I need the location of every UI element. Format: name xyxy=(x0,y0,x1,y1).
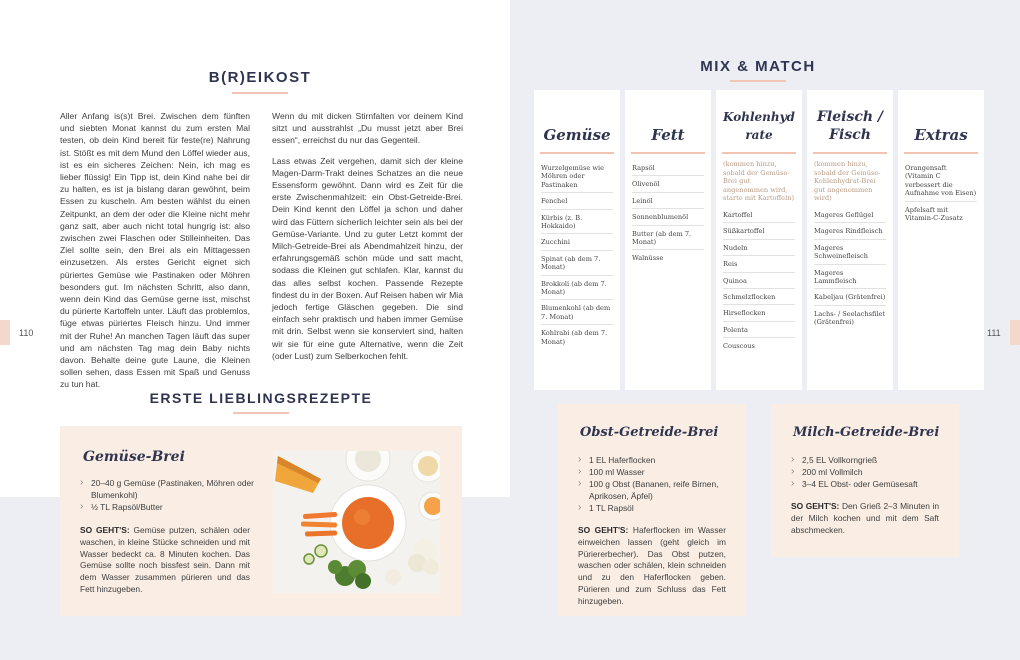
list-item: Mageres Schweinefleisch xyxy=(814,240,886,265)
steps-label: SO GEHT'S: xyxy=(578,525,629,535)
recipe-steps xyxy=(578,525,726,608)
ingredient-item: › 1 EL Haferflocken xyxy=(578,455,728,467)
page-tab-right xyxy=(1010,320,1020,345)
lieblingsrezepte-title: ERSTE LIEBLINGSREZEPTE xyxy=(149,390,373,406)
list-item: Kabeljau (Grätenfrei) xyxy=(814,289,886,305)
list-item: Nudeln xyxy=(723,240,795,256)
list-item: Kartoffel xyxy=(723,207,795,223)
list-item: Mageres Lammfleisch xyxy=(814,265,886,290)
mix-column-fleisch-fisch xyxy=(807,90,893,390)
list-item: Lachs- / Seelachsfilet (Grätenfrei) xyxy=(814,309,886,327)
mix-column-rule xyxy=(813,152,887,154)
mix-column-list xyxy=(898,160,984,225)
food-photo xyxy=(273,451,440,593)
list-item: Couscous xyxy=(723,342,755,351)
mix-match-title: MIX & MATCH xyxy=(700,58,816,75)
page-number-left: 110 xyxy=(19,328,34,338)
list-item: Apfelsaft mit Vitamin-C-Zusatz xyxy=(905,205,963,223)
page-tab-left xyxy=(0,320,10,345)
ingredient-item: › 20–40 g Gemüse (Pastinaken, Möhren oder Blumenkohl) xyxy=(80,478,260,501)
steps-text: Gemüse putzen, schälen oder waschen, in kleine Stücke schneiden und mit Wasser bedeckt ca. 8 Minuten kochen. Das Gemüse sollte noch bissfest sein. Dann mit dem Wasser zusammen pürieren und das Fett hinzugeben. xyxy=(80,525,251,594)
list-item: Polenta xyxy=(723,322,795,338)
ingredient-list xyxy=(791,455,941,491)
list-item: Brokkoli (ab dem 7. Monat) xyxy=(541,276,613,301)
breikost-paragraph: Aller Anfang is(s)t Brei. Zwischen dem fünften und siebten Monat kannst du zum ersten Mal testen, ob dein Kind bereit für feste(re) Nahrung ist. Stößt es mit dem Mund den Löffel wieder aus, ist es ein sicheres Zeichen: Nein, ich mag es lieber flüssig! Ein Tipp ist, dein Kind nahe bei dir zu halten, es ist ja bislang daran gewöhnt, beim Essen zu kuscheln. Am besten wählst du einen Zeitpunkt, an dem der oder die Kleine nicht mehr ganz satt, aber auch nicht total hungrig ist: also zwischen zwei Flaschen oder Stilleinheiten. Das Ziel sollte sein, den Brei als ein Mittagessen einzusetzen. Als erstes Gericht eignet sich püriertes Gemüse wie Pastinaken oder Möhren besonders gut. Im nächsten Schritt, also dann, wenn dein Kind das Gemüse gerne isst, mischst du pürierte Kartoffeln unter. Läuft das problemlos, füge etwas püriertes Fleisch hinzu. Und immer mit der Ruhe! An manchen Tagen läuft das super und am nächsten Tag mag dein Baby nichts davon. Behalte deine gute Laune, die Kleinen sollen sehen, dass Essen mit Spaß und Genuss zu tun hat. xyxy=(60,111,250,390)
page-number-right: 111 xyxy=(987,328,1001,338)
ingredient-item: › 1 TL Rapsöl xyxy=(578,503,728,515)
mix-match-title-underline xyxy=(730,80,786,82)
mix-column-note: (kommen hinzu, sobald der Gemüse-Kohlenhydrat-Brei gut angenommen wird) xyxy=(814,160,881,203)
steps-text: Haferflocken im Wasser einweichen lassen (geht gleich im Püriererbecher). Das Obst putzen, waschen oder schälen, klein schneiden und zu den Haferflocken geben. Pürieren und zum Schluss das Fett hinzugeben. xyxy=(578,525,726,606)
mix-column-list xyxy=(625,160,711,266)
list-item: Reis xyxy=(723,256,795,272)
list-item: Schmelzflocken xyxy=(723,289,795,305)
list-item: Mageres Geflügel xyxy=(814,207,886,223)
ingredient-item: › 200 ml Vollmilch xyxy=(791,467,941,479)
recipe-steps xyxy=(80,525,250,596)
mix-column-gemuese xyxy=(534,90,620,390)
mix-column-extras xyxy=(898,90,984,390)
mix-column-heading: Extras xyxy=(914,126,968,144)
list-item: Zucchini xyxy=(541,234,613,250)
list-item: Olivenöl xyxy=(632,176,704,192)
mix-column-heading: Fleisch / Fisch xyxy=(816,109,884,143)
mix-column-heading: Gemüse xyxy=(543,126,611,144)
mix-column-heading: Kohlenhydrate xyxy=(723,110,795,142)
ingredient-item: › 100 g Obst (Bananen, reife Birnen, Aprikosen, Äpfel) xyxy=(578,479,728,502)
list-item: Butter (ab dem 7. Monat) xyxy=(632,226,704,251)
recipe-steps xyxy=(791,501,939,536)
breikost-column-1 xyxy=(60,110,250,395)
list-item: Leinöl xyxy=(632,193,704,209)
list-item: Quinoa xyxy=(723,273,795,289)
lieblingsrezepte-title-underline xyxy=(233,412,289,414)
breikost-title: B(R)EIKOST xyxy=(208,69,312,86)
recipe-title: Gemüse-Brei xyxy=(83,449,185,465)
mix-column-list xyxy=(534,160,620,349)
list-item: Walnüsse xyxy=(632,254,664,263)
list-item: Mageres Rindfleisch xyxy=(814,223,886,239)
ingredient-item: › 3–4 EL Obst- oder Gemüsesaft xyxy=(791,479,941,491)
steps-text: Den Grieß 2–3 Minuten in der Milch kochen und mit dem Saft abschmecken. xyxy=(791,501,939,535)
list-item: Spinat (ab dem 7. Monat) xyxy=(541,251,613,276)
breikost-paragraph: Lass etwas Zeit vergehen, damit sich der kleine Magen-Darm-Trakt deines Schatzes an die neue Essensform gewöhnt. Dann wird es Zeit für die erste Zwischenmahlzeit: ein Obst-Getreide-Brei. Dein Kind kennt den Löffel ja schon und daher wird das Füttern sicherlich leichter sein als bei der Gemüse-Variante. Und zu guter Letzt kommt der Milch-Getreide-Brei als Abendmahlzeit hinzu, der erfahrungsgemäß schön müde und satt macht, sodass die Kleinen gut schlafen. Klar, kannst du das alles selbst kochen. Passende Rezepte findest du in der Boxen. Auf Reisen haben wir Mia jedoch fertige Gläschen gegeben. Die sind einfach sehr praktisch und haben immer Gemüse mit drin. Selbst wenn sie konserviert sind, halten wir sie für eine gute Alternative, wenn die Zeit (oder Lust) zum Selberkochen fehlt. xyxy=(272,155,463,361)
breikost-column-2 xyxy=(272,110,463,366)
steps-label: SO GEHT'S: xyxy=(791,501,840,511)
mix-column-rule xyxy=(904,152,978,154)
food-photo-illustration xyxy=(273,451,440,593)
mix-column-fett xyxy=(625,90,711,390)
breikost-paragraph: Wenn du mit dicken Stirnfalten vor deinem Kind sitzt und ausstrahlst „Du musst jetzt aber Brei essen“, erreichst du nur das Gegenteil. xyxy=(272,111,463,146)
list-item: Rapsöl xyxy=(632,160,704,176)
mix-column-list xyxy=(716,207,802,354)
mix-column-heading: Fett xyxy=(651,126,685,144)
ingredient-item: › ½ TL Rapsöl/Butter xyxy=(80,502,260,514)
ingredient-list xyxy=(80,478,260,514)
recipe-title: Milch-Getreide-Brei xyxy=(793,425,940,440)
list-item: Orangensaft (Vitamin C verbessert die Aufnahme von Eisen) xyxy=(905,160,977,202)
mix-column-note: (kommen hinzu, sobald der Gemüse-Brei gut angenommen wird, starte mit Kartoffeln) xyxy=(723,160,795,203)
list-item: Fenchel xyxy=(541,193,613,209)
list-item: Wurzelgemüse wie Möhren oder Pastinaken xyxy=(541,160,613,193)
list-item: Kürbis (z. B. Hokkaido) xyxy=(541,210,613,235)
mix-column-rule xyxy=(722,152,796,154)
list-item: Hirseflocken xyxy=(723,305,795,321)
steps-label: SO GEHT'S: xyxy=(80,525,130,535)
list-item: Kohlrabi (ab dem 7. Monat) xyxy=(541,329,608,346)
list-item: Süßkartoffel xyxy=(723,223,795,239)
mix-column-rule xyxy=(540,152,614,154)
ingredient-item: › 100 ml Wasser xyxy=(578,467,728,479)
ingredient-list xyxy=(578,455,728,515)
mix-column-kohlenhydrate xyxy=(716,90,802,390)
breikost-title-underline xyxy=(232,92,288,94)
mix-column-list xyxy=(807,207,893,330)
ingredient-item: › 2,5 EL Vollkorngrieß xyxy=(791,455,941,467)
list-item: Blumenkohl (ab dem 7. Monat) xyxy=(541,300,613,325)
recipe-title: Obst-Getreide-Brei xyxy=(580,425,719,440)
list-item: Sonnenblumenöl xyxy=(632,209,704,225)
mix-column-rule xyxy=(631,152,705,154)
